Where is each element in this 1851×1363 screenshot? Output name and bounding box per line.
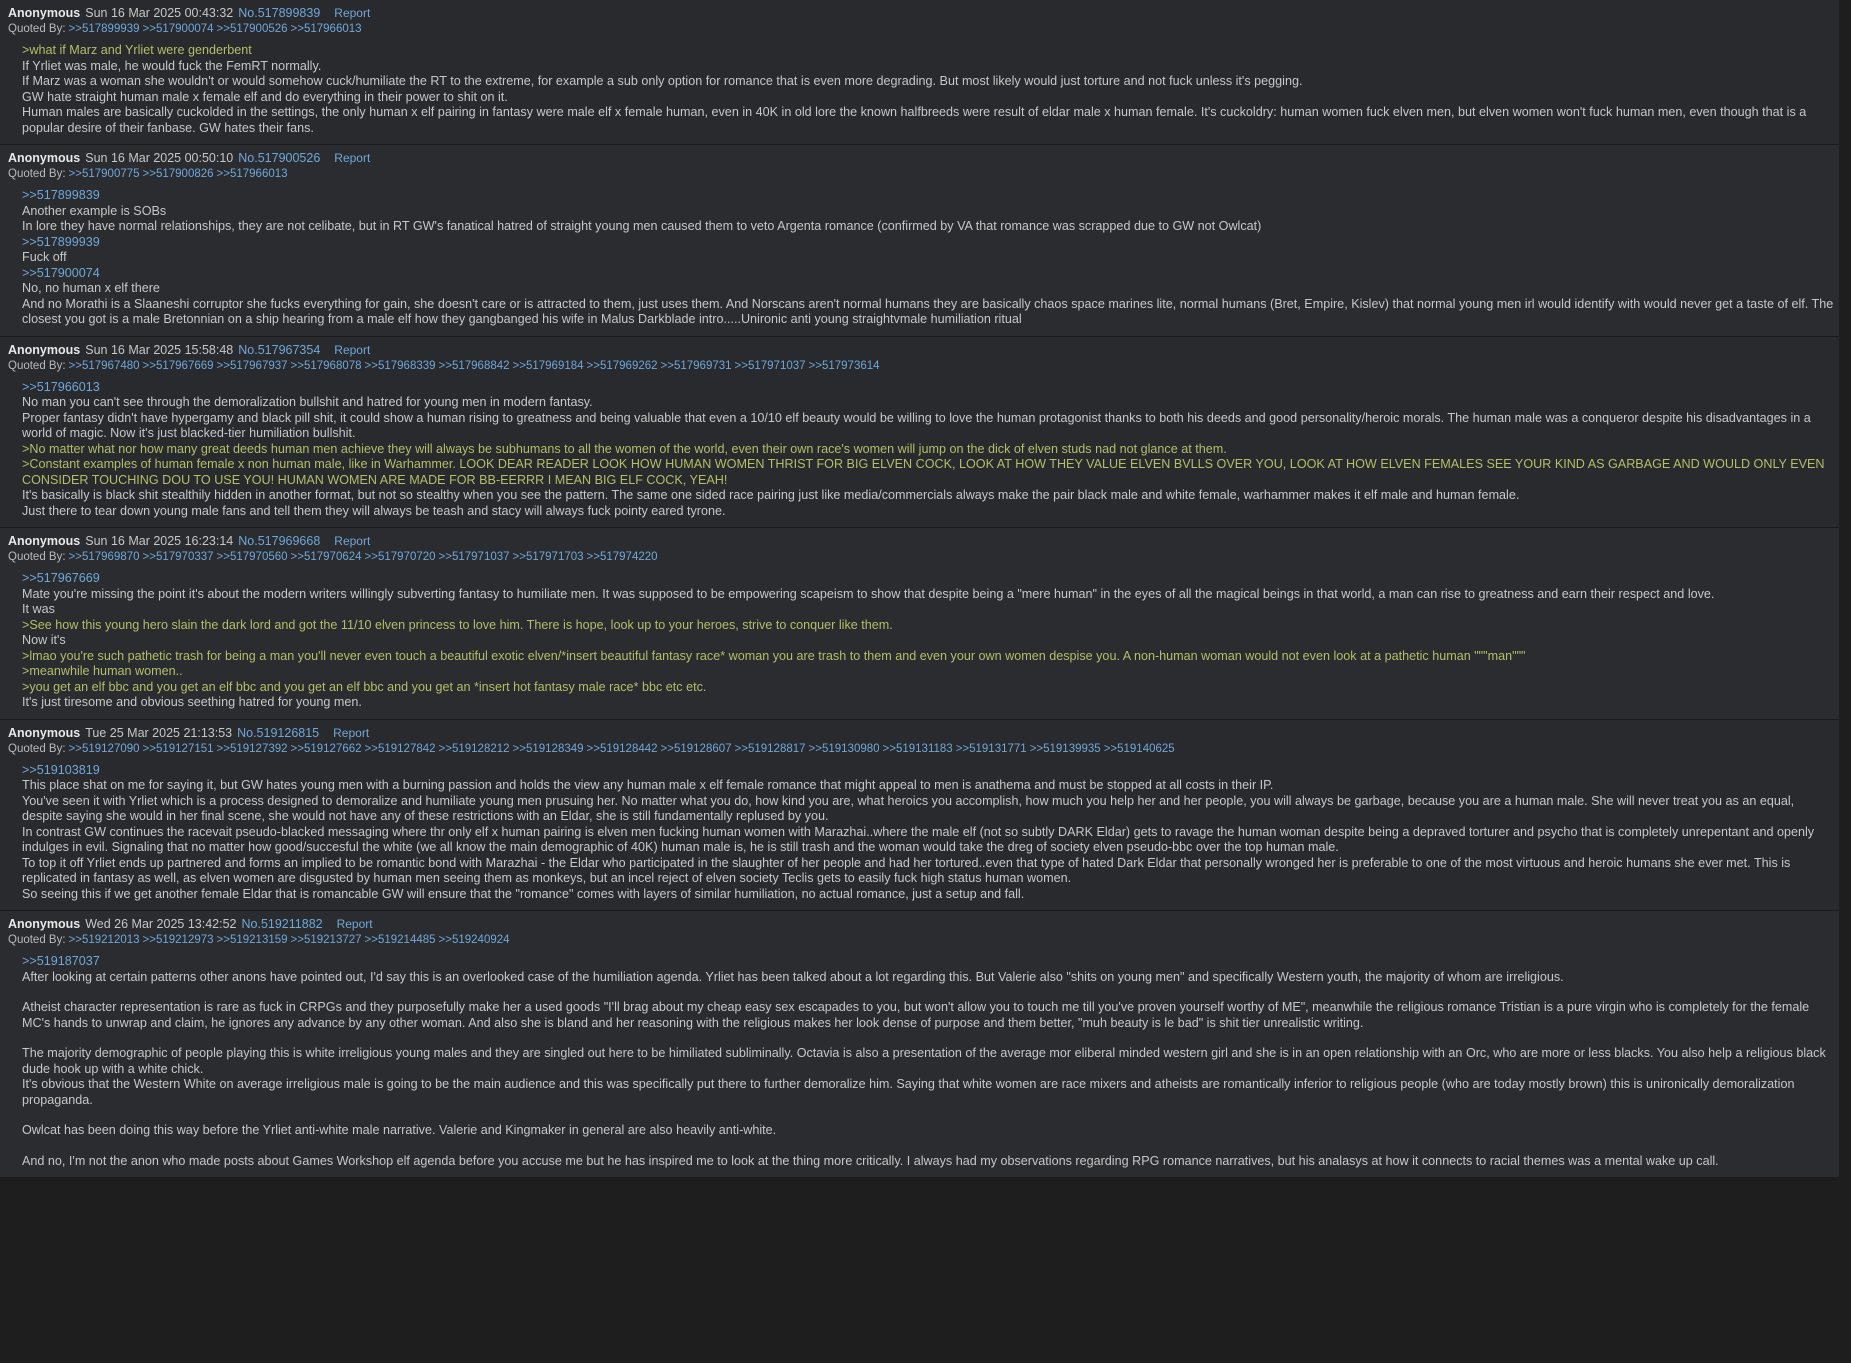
body-text: Proper fantasy didn't have hypergamy and black pill shit, it could show a human rising to greatness and being valuable that even a 10/10 elf beauty would be willing to love the human protagonist thanks to both his deeds and good personality/heroic morals. The human male was a conqueror despite his disadvantages in a world of magic. Now it's just blacked-tier humiliation bullshit. [22,410,1811,440]
quoted-by-link[interactable]: >>517966013 [216,168,288,180]
post-header [0,147,1851,166]
body-text: And no Morathi is a Slaaneshi corruptor she fucks everything for gain, she doesn't care or is attracted to them, just uses them. And Norscans aren't normal humans they are basically chaos space marines lite, normal humans (Bret, Empire, Kislev) that normal young men irl would identify with would never get a taste of elf. The closest you got is a male Bretonnian on a ship hearing from a male elf how they gangbanged his wife in Malus Darkblade intro.....Unironic anti young straightvmale humiliation ritual [22,296,1834,326]
body-text: You've seen it with Yrliet which is a process designed to demoralize and humiliate young men prusuing her. No matter what you do, how kind you are, what heroics you accomplish, how much you help her and her people, you will always be garbage, because you are a human male. She will never treat you as an equal, despite saying she would in her final scene, she would not have any of these restrictions with an Eldar, she is still fundamentally replused by you. [22,793,1795,823]
post [0,145,1851,337]
quoted-by [0,932,1851,948]
post-line [22,74,1837,90]
post-author: Anonymous [8,917,81,931]
body-text: If Marz was a woman she wouldn't or would somehow cuck/humiliate the RT to the extreme, for example a sub only option for romance that is even more degrading. But most likely would just torture and not fuck unless it's pegging. [22,74,1303,88]
quoted-by-link[interactable]: >>519214485 [364,934,436,946]
greentext-line: >Constant examples of human female x non human male, like in Warhammer. LOOK DEAR READER LOOK HOW HUMAN WOMEN THRIST FOR BIG ELVEN COCK, LOOK AT HOW THEY VALUE ELVEN BVLLS OVER YOU, LOOK AT HOW ELVEN FEMALES SEE YOUR KIND AS GARBAGE AND WOULD ONLY EVEN CONSIDER TOUCHING DOU TO USE YOU! HUMAN WOMEN ARE MADE FOR BB-EERRR I MEAN BIG ELF COCK, YEAH! [22,457,1825,487]
post-line [22,1123,1837,1139]
post-timestamp: Sun 16 Mar 2025 00:50:10 [85,151,234,165]
post-body [0,182,1851,330]
quoted-by-label: Quoted By: [8,359,66,372]
quoted-by-link[interactable]: >>519127392 [216,742,288,755]
body-text: This place shat on me for saying it, but GW hates young men with a burning passion and holds the view any human male x elf female romance that might appeal to men is anathema and must be stopped at all costs in their IP. [22,778,1274,792]
quoted-by-label: Quoted By: [8,168,66,180]
post-body [0,374,1851,522]
greentext-line: >meanwhile human women.. [22,664,183,678]
post-line [22,395,1837,411]
quoted-by-link[interactable]: >>517967480 [68,359,140,372]
quoted-by-link[interactable]: >>517900074 [142,23,214,35]
post-line [22,680,1837,696]
post-author: Anonymous [8,725,81,740]
quoted-by-link[interactable]: >>517968339 [364,359,436,372]
post-author: Anonymous [8,151,81,165]
post-line [22,664,1837,680]
paragraph-spacer [22,985,1837,1000]
quoted-by-link[interactable]: >>519131771 [955,742,1027,755]
post-line [22,695,1837,711]
body-text: And no, I'm not the anon who made posts about Games Workshop elf agenda before you accuse me but he has inspired me to look at the thing more critically. I always had my observations regarding RPG romance narratives, but his analasys at how it connects to racial themes was a mental wake up call. [22,1153,1719,1168]
body-text: It was [22,602,55,616]
post-author: Anonymous [8,6,81,20]
quoted-by-link[interactable]: >>517968078 [290,359,362,372]
body-text: So seeing this if we get another female Eldar that is romancable GW will ensure that the "romance" comes with layers of similar humiliation, no actual romance, just a setup and fall. [22,886,1025,901]
quoted-by-link[interactable]: >>519213727 [290,934,362,946]
post-header [0,530,1851,549]
post-line [22,602,1837,618]
post-line [22,411,1837,442]
quoted-by-label: Quoted By: [8,742,66,755]
quoted-by [0,741,1851,757]
body-text: It's obvious that the Western White on average irreligious male is going to be the main audience and this was specifically put there to further demoralize him. Saying that white women are race mixers and atheists are romantically inferior to religious people (who are today mostly brown) this is unironically demoralization propaganda. [22,1077,1795,1107]
body-text: Human males are basically cuckolded in the settings, the only human x elf pairing in fantasy were male elf x female human, even in 40K in old lore the known halfbreeds were result of eldar male x human female. It's cuckoldry: human women fuck elven men, but elven women won't fuck human men, even though that is a popular desire of their fanbase. GW hates their fans. [22,105,1807,135]
post-line [22,188,1837,204]
quoted-by-link[interactable]: >>517969184 [512,359,584,372]
post-line [22,504,1837,520]
report-link[interactable]: Report [336,917,373,931]
quoted-by-label: Quoted By: [8,551,66,563]
post-author: Anonymous [8,342,81,357]
report-link[interactable]: Report [334,342,371,357]
quoted-by-link[interactable]: >>517900526 [216,23,288,35]
quote-link[interactable]: >>517899939 [22,234,100,249]
post-line [22,1154,1837,1170]
post-line [22,281,1837,297]
quoted-by-link[interactable]: >>519139935 [1029,742,1101,755]
greentext-line: >what if Marz and Yrliet were genderbent [22,43,252,57]
quoted-by-link[interactable]: >>517971037 [734,359,806,372]
greentext-line: >See how this young hero slain the dark lord and got the 11/10 elven princess to love him. There is hope, look up to your heroes, strive to conquer like them. [22,617,893,632]
quoted-by-link[interactable]: >>517970560 [216,551,288,563]
post-line [22,204,1837,220]
post-line [22,442,1837,458]
post-body [0,37,1851,138]
quote-link[interactable]: >>517967669 [22,571,100,585]
paragraph-spacer [22,1031,1837,1046]
post [0,911,1851,1178]
quoted-by-link[interactable]: >>519140625 [1103,742,1175,755]
greentext-line: >lmao you're such pathetic trash for being a man you'll never even touch a beautiful exotic elven/*insert beautiful fantasy race* woman you are trash to them and even your own women despise you. A non-human woman would not even look at a pathetic human """man""" [22,648,1526,663]
post-line [22,649,1837,665]
quoted-by-link[interactable]: >>517970720 [364,551,436,563]
quoted-by-link[interactable]: >>519212973 [142,934,214,946]
post-line [22,90,1837,106]
paragraph-spacer [22,1108,1837,1123]
quoted-by-link[interactable]: >>519127662 [290,742,362,755]
post-line [22,380,1837,396]
post-line [22,43,1837,59]
quoted-by-link[interactable]: >>517969262 [586,359,658,372]
quoted-by-link[interactable]: >>517968842 [438,359,510,372]
post-line [22,488,1837,504]
post-line [22,856,1837,887]
quoted-by-link[interactable]: >>517966013 [290,23,362,35]
post-line [22,618,1837,634]
quoted-by-link[interactable]: >>517967669 [142,359,214,372]
body-text: After looking at certain patterns other anons have pointed out, I'd say this is an overlooked case of the humiliation agenda. Yrliet has been talked about a lot regarding this. But Valerie also "shits on young men" and specifically Western youth, the majority of whom are irreligious. [22,969,1564,984]
greentext-line: >you get an elf bbc and you get an elf bbc and you get an elf bbc and you get an *insert hot fantasy male race* bbc etc etc. [22,679,707,694]
post-number-link[interactable]: No.519126815 [237,725,320,740]
quoted-by-link[interactable]: >>517967937 [216,359,288,372]
quoted-by-link[interactable]: >>519128607 [660,742,732,755]
greentext-line: >No matter what nor how many great deeds human men achieve they will always be subhumans to all the women of the world, even their own race's women will jump on the dick of elven studs nad not glance at them. [22,441,1227,456]
body-text: Owlcat has been doing this way before the Yrliet anti-white male narrative. Valerie and Kingmaker in general are also heavily anti-white. [22,1123,777,1137]
post-author: Anonymous [8,534,81,548]
body-text: In lore they have normal relationships, they are not celibate, but in RT GW's fanatical hatred of straight young men caused them to veto Argenta romance (confirmed by VA that romance was scrapped due to GW not Owlcat) [22,219,1262,233]
page-right-gutter [1839,0,1851,1363]
quoted-by-link[interactable]: >>517899939 [68,23,140,35]
post-number-link[interactable]: No.517900526 [238,151,321,165]
report-link[interactable]: Report [334,6,371,20]
quoted-by-link[interactable]: >>517969731 [660,359,732,372]
body-text: Now it's [22,633,66,647]
post-body [0,565,1851,713]
quoted-by [0,358,1851,374]
body-text: No man you can't see through the demoralization bullshit and hatred for young men in modern fantasy. [22,395,593,409]
post [0,528,1851,720]
post-line [22,778,1837,794]
post-number-link[interactable]: No.517969668 [238,534,321,548]
body-text: GW hate straight human male x female elf and do everything in their power to shit on it. [22,89,508,104]
body-text: No, no human x elf there [22,281,160,295]
quoted-by-link[interactable]: >>517974220 [586,551,658,563]
post-line [22,105,1837,136]
post-header [0,913,1851,932]
post-timestamp: Sun 16 Mar 2025 15:58:48 [85,342,234,357]
paragraph-spacer [22,1139,1837,1154]
post-timestamp: Sun 16 Mar 2025 16:23:14 [85,534,234,548]
report-link[interactable]: Report [334,151,371,165]
post-number-link[interactable]: No.519211882 [241,917,323,931]
post-line [22,1077,1837,1108]
post-line [22,970,1837,986]
post-number-link[interactable]: No.517899839 [238,6,321,20]
quote-link[interactable]: >>517966013 [22,379,100,394]
body-text: It's just tiresome and obvious seething hatred for young men. [22,695,362,709]
post [0,337,1851,529]
post-line [22,633,1837,649]
post-line [22,825,1837,856]
post-line [22,1000,1837,1031]
post-line [22,457,1837,488]
body-text: To top it off Yrliet ends up partnered and forms an implied to be romantic bond with Marazhai - the Eldar who participated in the slaughter of her people and had her tortured..even that type of hated Dark Eldar that personally wronged her is preferable to one of the most virtuous and heroic humans she ever met. This is replicated in fantasy as well, as elven women are disgusted by human men seeing them as monkeys, but an incel reject of elven society Teclis gets to easily fuck high status human women. [22,855,1791,885]
post-line [22,587,1837,603]
post [0,0,1851,145]
quoted-by-link[interactable]: >>519240924 [438,934,510,946]
quoted-by-link[interactable]: >>519212013 [68,934,140,946]
post [0,720,1851,912]
quoted-by-link[interactable]: >>519127090 [68,742,140,755]
post-line [22,794,1837,825]
post-line [22,297,1837,328]
body-text: Atheist character representation is rare as fuck in CRPGs and they purposefully make her a used goods "I'll brag about my cheap easy sex escapades to you, but won't allow you to touch me till you've proven yourself worthy of ME", meanwhile the religious romance Tristian is a pure virgin who is completely for the female MC's hands to unwrap and claim, he ignores any advance by any other woman. And also she is bland and her reasoning with the religious makes her look dense of purpose and them better, "muh beauty is le bad" is shit tier unrealistic writing. [22,1000,1810,1030]
post-line [22,266,1837,282]
report-link[interactable]: Report [334,534,371,548]
quoted-by [0,166,1851,182]
post-header [0,722,1851,741]
post-header [0,339,1851,358]
body-text: Mate you're missing the point it's about the modern writers willingly subverting fantasy to humiliate men. It was supposed to be empowering scapeism to show that despite being a "mere human" in the eyes of all the magical beings in that world, a man can rise to greatness and earn their respect and love. [22,586,1715,601]
quoted-by-link[interactable]: >>519213159 [216,934,288,946]
quoted-by-link[interactable]: >>519128212 [438,742,510,755]
quoted-by-link[interactable]: >>517971703 [512,551,584,563]
body-text: Fuck off [22,250,67,264]
post-number-link[interactable]: No.517967354 [238,342,321,357]
post-timestamp: Tue 25 Mar 2025 21:13:53 [85,725,233,740]
quoted-by-link[interactable]: >>519128349 [512,742,584,755]
quoted-by-link[interactable]: >>517970337 [142,551,214,563]
quoted-by-link[interactable]: >>519127151 [142,742,214,755]
quoted-by-link[interactable]: >>517969870 [68,551,140,563]
quoted-by-label: Quoted By: [8,934,66,946]
body-text: In contrast GW continues the racevait pseudo-blacked messaging where thr only elf x human pairing is elven men fucking human women with Marazhai..where the male elf (not so subtly DARK Eldar) gets to ravage the human woman despite being a depraved torturer and psycho that is completely unrepentant and openly indulges in evil. Signaling that no matter how good/succesful the white (we all know the main demographic of 40K) human male is, he is still trash and the woman would take the dreg of society elven pseudo-bbc over the top human male. [22,824,1815,854]
quoted-by-link[interactable]: >>519127842 [364,742,436,755]
post-timestamp: Wed 26 Mar 2025 13:42:52 [85,917,237,931]
post-body [0,948,1851,1171]
post-line [22,954,1837,970]
quoted-by-link[interactable]: >>519128817 [734,742,806,755]
post-line [22,1046,1837,1077]
quote-link[interactable]: >>519103819 [22,762,100,777]
body-text: It's basically is black shit stealthily hidden in another format, but not so stealthy when you see the pattern. The same one sided race pairing just like media/commercials always make the pair black male and white female, warhammer makes it elf male and human female. [22,488,1520,502]
post-timestamp: Sun 16 Mar 2025 00:43:32 [85,6,234,20]
quoted-by [0,21,1851,37]
quoted-by-link[interactable]: >>517900826 [142,168,214,180]
report-link[interactable]: Report [333,725,370,740]
body-text: Another example is SOBs [22,203,167,218]
quote-link[interactable]: >>517900074 [22,265,100,280]
post-line [22,571,1837,587]
quoted-by-link[interactable]: >>517970624 [290,551,362,563]
post-line [22,219,1837,235]
post-line [22,887,1837,903]
quoted-by-link[interactable]: >>519128442 [586,742,658,755]
quoted-by [0,549,1851,565]
body-text: If Yrliet was male, he would fuck the FemRT normally. [22,58,322,73]
quoted-by-link[interactable]: >>519130980 [808,742,880,755]
quoted-by-link[interactable]: >>517971037 [438,551,510,563]
body-text: Just there to tear down young male fans and tell them they will always be teash and stacy will always fuck pointy eared tyrone. [22,503,726,518]
quoted-by-link[interactable]: >>517973614 [808,359,880,372]
quote-link[interactable]: >>519187037 [22,954,100,968]
post-line [22,235,1837,251]
post-line [22,763,1837,779]
quoted-by-link[interactable]: >>517900775 [68,168,140,180]
quoted-by-label: Quoted By: [8,23,66,35]
quoted-by-link[interactable]: >>519131183 [882,742,953,755]
quote-link[interactable]: >>517899839 [22,188,100,202]
body-text: The majority demographic of people playing this is white irreligious young males and they are singled out here to be himiliated subliminally. Octavia is also a presentation of the average mor eliberal minded western girl and she is in an open relationship with an Orc, who are more or less blacks. You also help a religious black dude hook up with a white chick. [22,1046,1826,1076]
post-line [22,250,1837,266]
post-line [22,59,1837,75]
post-body [0,757,1851,905]
post-header [0,2,1851,21]
